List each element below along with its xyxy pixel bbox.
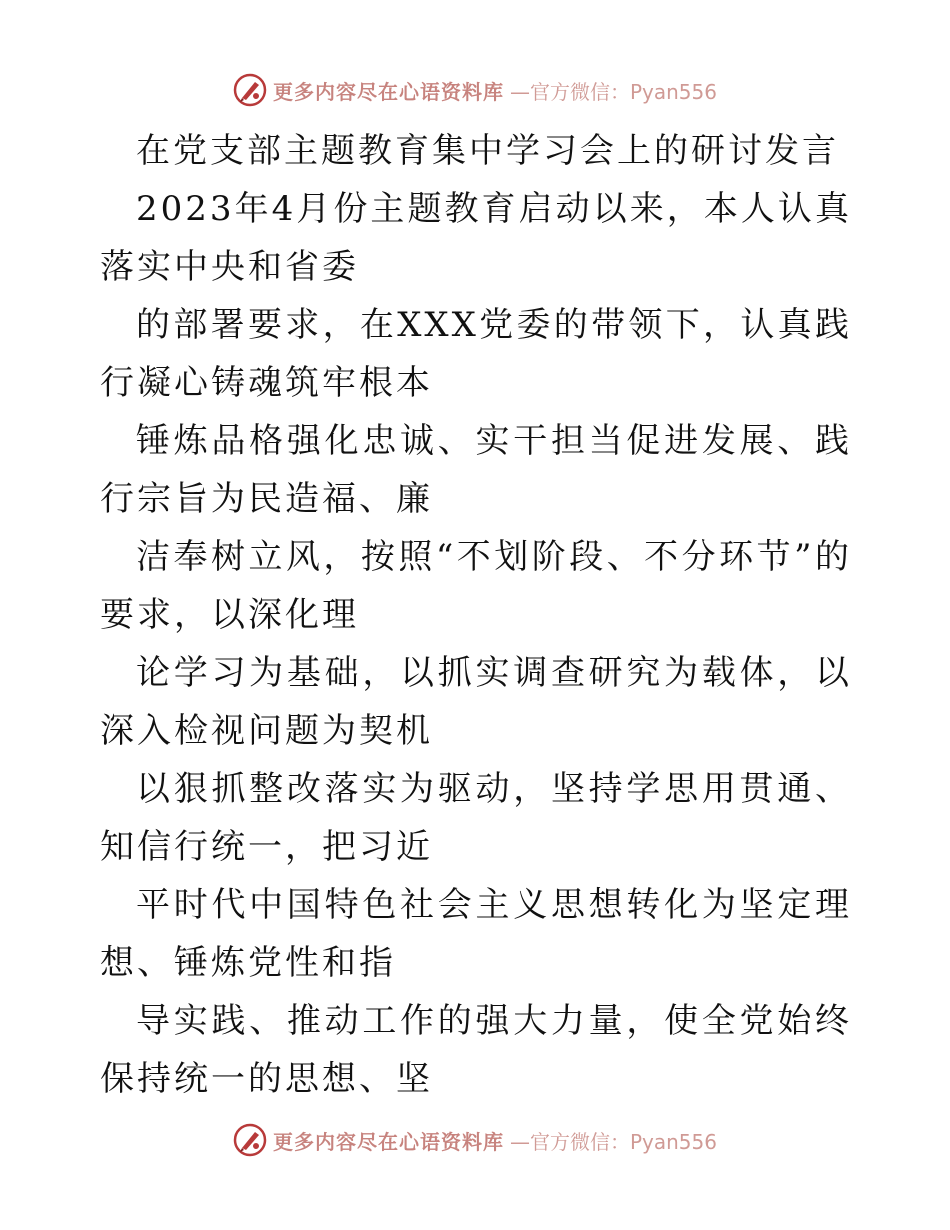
paragraph-line: 以狠抓整改落实为驱动，坚持学思用贯通、知信行统一，把习近 (100, 769, 852, 867)
document-body (100, 122, 852, 1108)
watermark-contact: —官方微信：Pyan556 (509, 1129, 717, 1154)
watermark-brand: 更多内容尽在心语资料库 (272, 1129, 504, 1154)
paragraph-line: 2023年4月份主题教育启动以来，本人认真落实中央和省委 (100, 189, 852, 287)
paragraph-line: 论学习为基础，以抓实调查研究为载体，以深入检视问题为契机 (100, 653, 852, 751)
pen-logo-icon (233, 1123, 267, 1157)
paragraph-line: 导实践、推动工作的强大力量，使全党始终保持统一的思想、坚 (100, 1001, 852, 1099)
paragraph-line: 洁奉树立风，按照“不划阶段、不分环节”的要求，以深化理 (100, 537, 852, 635)
document-title: 在党支部主题教育集中学习会上的研讨发言 (136, 131, 839, 171)
watermark-contact: —官方微信：Pyan556 (509, 79, 717, 104)
watermark-header (0, 70, 950, 110)
watermark-brand: 更多内容尽在心语资料库 (272, 79, 504, 104)
watermark-footer (0, 1120, 950, 1160)
paragraph-line: 锤炼品格强化忠诚、实干担当促进发展、践行宗旨为民造福、廉 (100, 421, 852, 519)
paragraph-line: 的部署要求，在XXX党委的带领下，认真践行凝心铸魂筑牢根本 (100, 305, 852, 403)
pen-logo-icon (233, 73, 267, 107)
paragraph-line: 平时代中国特色社会主义思想转化为坚定理想、锤炼党性和指 (100, 885, 852, 983)
